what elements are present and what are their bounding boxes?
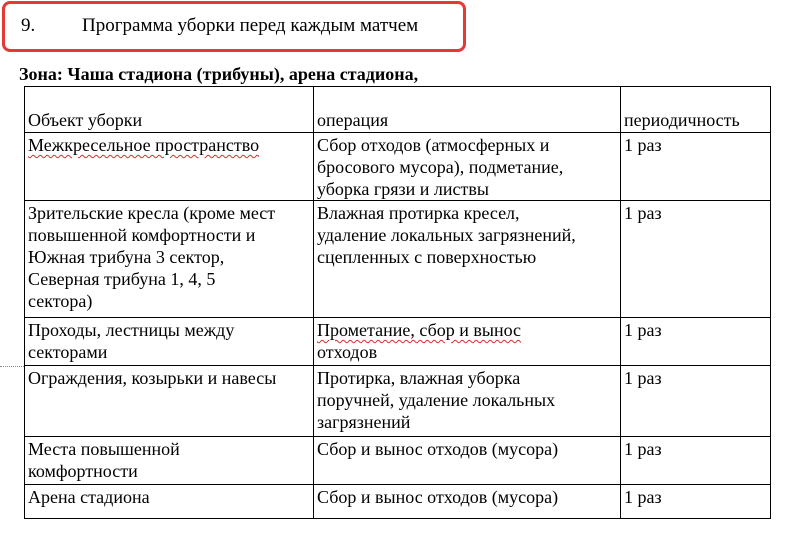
cell-object — [25, 366, 314, 437]
table-header-row — [25, 87, 771, 133]
cell-frequency: 1 раз — [621, 366, 771, 437]
operation-line: отходов — [317, 342, 378, 362]
operation-line: Сбор отходов (атмосферных и — [317, 135, 550, 155]
cell-frequency: 1 раз — [621, 437, 771, 485]
operation-line: удаление локальных загрязнений, — [317, 225, 576, 245]
object-line: повышенной комфортности и — [28, 225, 256, 245]
cell-operation — [314, 437, 621, 485]
object-line — [28, 134, 311, 156]
operation-line: Сбор и вынос отходов (мусора) — [317, 487, 559, 507]
header-frequency: периодичность — [621, 87, 771, 133]
cell-object — [25, 437, 314, 485]
table-row — [25, 318, 771, 366]
cell-operation — [314, 366, 621, 437]
table-row — [25, 485, 771, 519]
operation-line: поручней, удаление локальных — [317, 390, 556, 410]
cell-frequency: 1 раз — [621, 133, 771, 201]
table-row — [25, 133, 771, 201]
cell-frequency: 1 раз — [621, 201, 771, 318]
table-row — [25, 437, 771, 485]
object-line: секторами — [28, 342, 108, 362]
cell-object — [25, 201, 314, 318]
object-line: комфортности — [28, 461, 138, 481]
header-object: Объект уборки — [25, 87, 314, 133]
object-text: Межкресельное пространство — [28, 135, 260, 155]
cell-object — [25, 318, 314, 366]
cell-operation — [314, 318, 621, 366]
table-row — [25, 366, 771, 437]
operation-line: уборка грязи и листвы — [317, 179, 489, 199]
object-line: Южная трибуна 3 сектор, — [28, 247, 225, 267]
header-operation: операция — [314, 87, 621, 133]
operation-line: Сбор и вынос отходов (мусора) — [317, 439, 559, 459]
cell-operation — [314, 133, 621, 201]
cell-object — [25, 485, 314, 519]
operation-line: Влажная протирка кресел, — [317, 203, 520, 223]
operation-line: загрязнений — [317, 412, 411, 432]
object-line: сектора) — [28, 291, 93, 311]
operation-text: Прометание, сбор и вынос — [317, 320, 522, 340]
cell-operation — [314, 485, 621, 519]
operation-line: бросового мусора), подметание, — [317, 157, 564, 177]
section-title: Программа уборки перед каждым матчем — [82, 15, 419, 36]
cell-object — [25, 133, 314, 201]
zone-title: Зона: Чаша стадиона (трибуны), арена стадиона, — [19, 64, 419, 84]
section-heading-box — [2, 1, 466, 52]
cell-operation — [314, 201, 621, 318]
object-line: Арена стадиона — [28, 487, 150, 507]
object-line: Места повышенной — [28, 439, 180, 459]
section-number: 9. — [21, 15, 36, 36]
operation-line: сцепленных с поверхностью — [317, 247, 537, 267]
operation-line: Протирка, влажная уборка — [317, 368, 521, 388]
margin-dotted-line — [0, 366, 24, 367]
cleaning-schedule-table — [24, 86, 771, 519]
object-line: Проходы, лестницы между — [28, 320, 235, 340]
object-line: Зрительские кресла (кроме мест — [28, 203, 276, 223]
table-row — [25, 201, 771, 318]
cell-frequency: 1 раз — [621, 485, 771, 519]
object-line: Ограждения, козырьки и навесы — [28, 368, 277, 388]
object-line: Северная трибуна 1, 4, 5 — [28, 269, 216, 289]
operation-line — [317, 319, 618, 341]
cell-frequency: 1 раз — [621, 318, 771, 366]
